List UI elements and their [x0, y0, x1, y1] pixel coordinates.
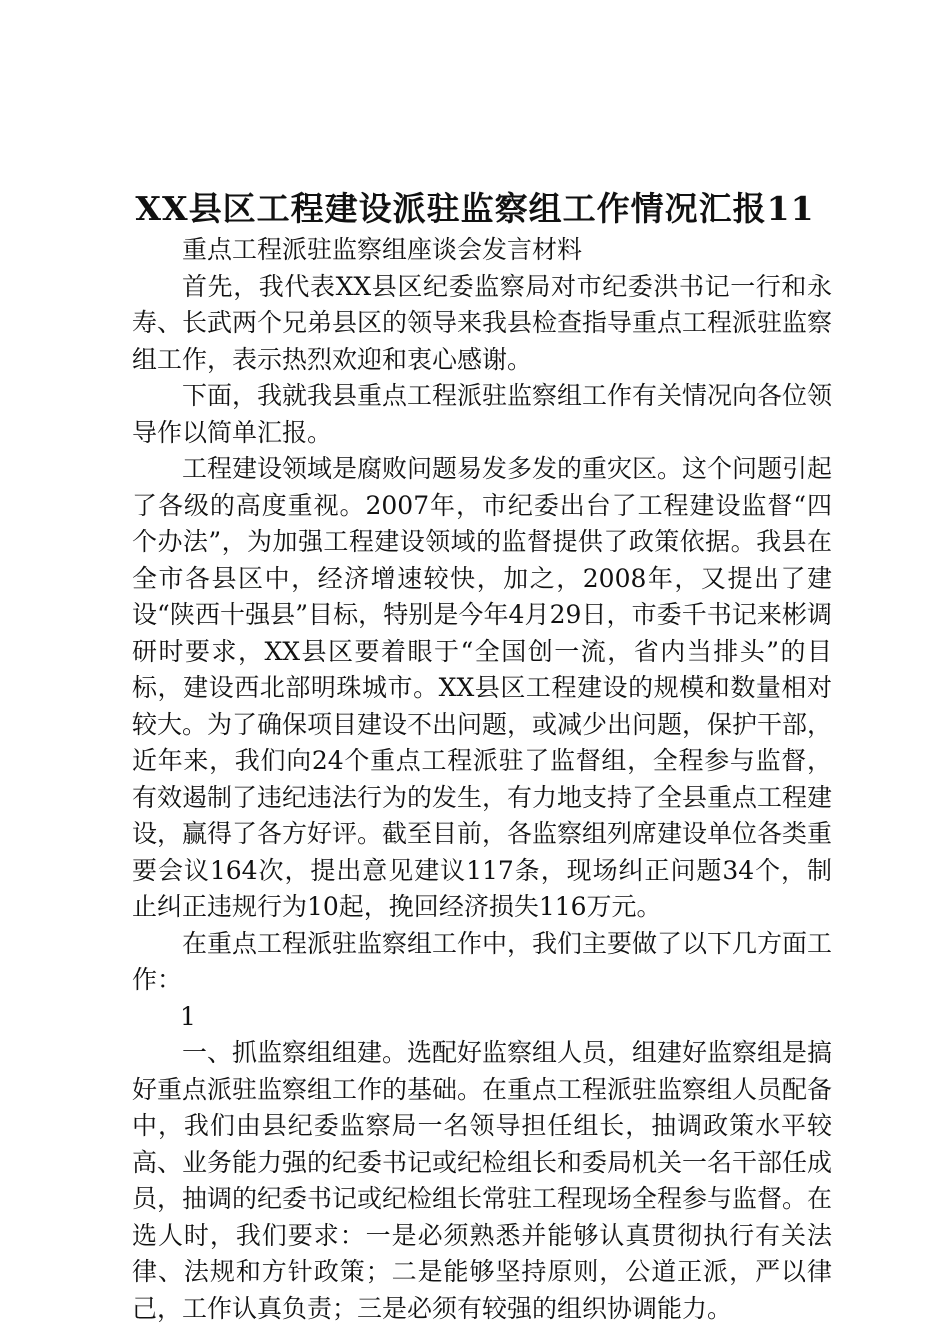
paragraph-intro: 下面，我就我县重点工程派驻监察组工作有关情况向各位领导作以简单汇报。 — [132, 381, 833, 447]
document-body — [132, 232, 832, 1327]
document-title: XX县区工程建设派驻监察组工作情况汇报11 — [135, 189, 815, 228]
paragraph-section-one: 一、抓监察组组建。选配好监察组人员，组建好监察组是搞好重点派驻监察组工作的基础。在重点工程派驻监察组人员配备中，我们由县纪委监察局一名领导担任组长，抽调政策水平较高、业务能力强的纪委书记或纪检组长和委局机关一名干部任成员，抽调的纪委书记或纪检组长常驻工程现场全程参与监督。在选人时，我们要求：一是必须熟悉并能够认真贯彻执行有关法律、法规和方针政策；二是能够坚持原则，公道正派，严以律己，工作认真负责；三是必须有较强的组织协调能力。 — [132, 1038, 833, 1323]
document-subtitle: 重点工程派驻监察组座谈会发言材料 — [182, 235, 583, 264]
paragraph-background: 工程建设领域是腐败问题易发多发的重灾区。这个问题引起了各级的高度重视。2007年，市纪委出台了工程建设监督“四个办法”，为加强工程建设领域的监督提供了政策依据。我县在全市各县区中，经济增速较快，加之，2008年，又提出了建设“陕西十强县”目标，特别是今年4月29日，市委千书记来彬调研时要求，XX县区要着眼于“全国创一流，省内当排头”的目标，建设西北部明珠城市。XX县区工程建设的规模和数量相对较大。为了确保项目建设不出问题，或减少出问题，保护干部，近年来，我们向24个重点工程派驻了监督组，全程参与监督，有效遏制了违纪违法行为的发生，有力地支持了全县重点工程建设，赢得了各方好评。截至目前，各监察组列席建设单位各类重要会议164次，提出意见建议117条，现场纠正问题34个，制止纠正违规行为10起，挽回经济损失116万元。 — [132, 454, 833, 921]
page-number: 1 — [180, 1001, 196, 1031]
paragraph-work-overview: 在重点工程派驻监察组工作中，我们主要做了以下几方面工作： — [132, 928, 833, 994]
paragraph-greeting: 首先，我代表XX县区纪委监察局对市纪委洪书记一行和永寿、长武两个兄弟县区的领导来我县检查指导重点工程派驻监察组工作，表示热烈欢迎和衷心感谢。 — [132, 271, 833, 374]
